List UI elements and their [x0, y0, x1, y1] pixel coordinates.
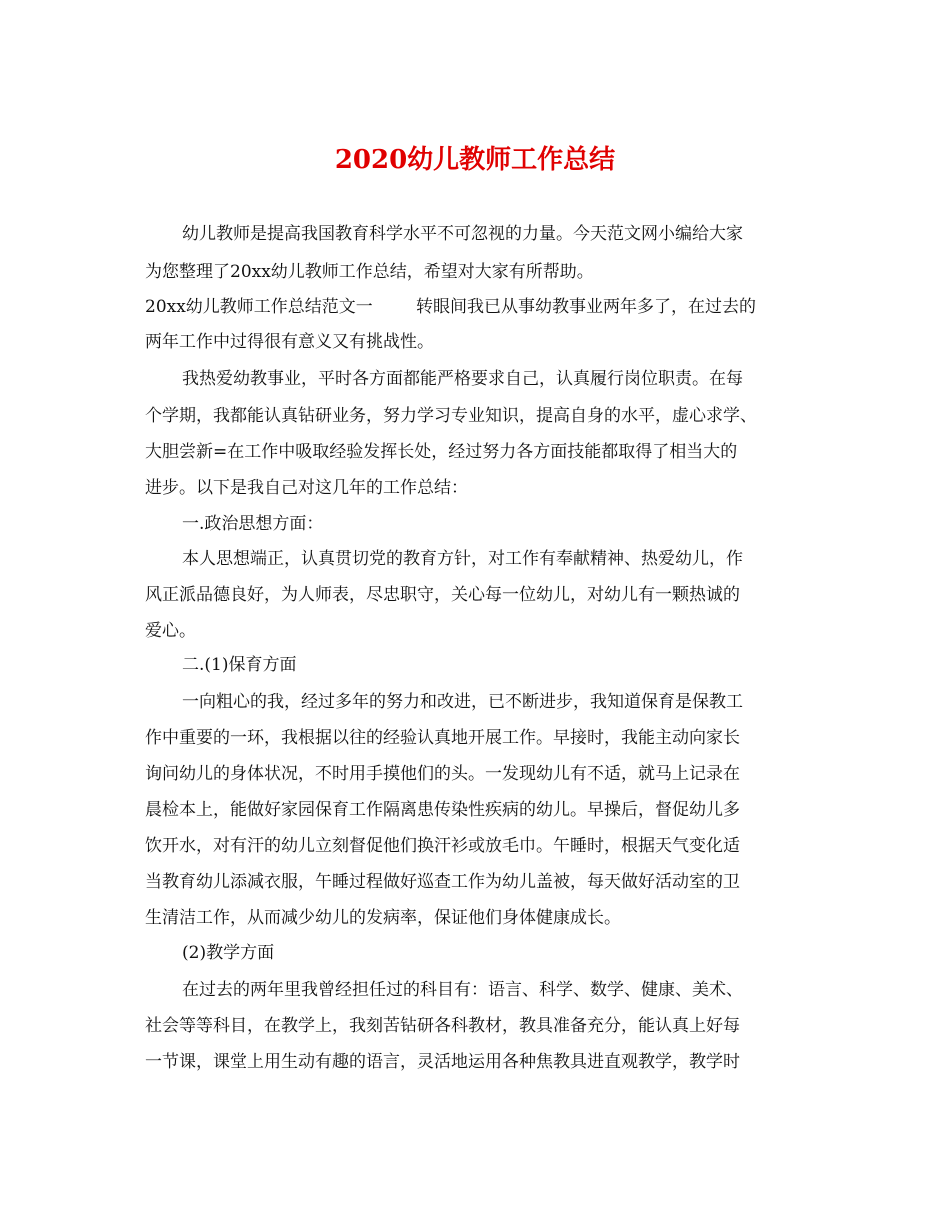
text-line: 为您整理了20xx幼儿教师工作总结，希望对大家有所帮助。	[145, 262, 594, 282]
text-line: 风正派品德良好，为人师表，尽忠职守，关心每一位幼儿，对幼儿有一颗热诚的	[145, 585, 740, 605]
text-line: 作中重要的一环，我根据以往的经验认真地开展工作。早接时，我能主动向家长	[145, 728, 740, 748]
text-line: 我热爱幼教事业，平时各方面都能严格要求自己，认真履行岗位职责。在每	[182, 369, 743, 389]
text-line: 社会等等科目，在教学上，我刻苦钻研各科教材，教具准备充分，能认真上好每	[145, 1016, 740, 1036]
text-line: 一向粗心的我，经过多年的努力和改进，已不断进步，我知道保育是保教工	[182, 692, 743, 712]
text-line: 一节课，课堂上用生动有趣的语言，灵活地运用各种焦教具进直观教学，教学时	[145, 1052, 740, 1072]
text-line: 饮开水，对有汗的幼儿立刻督促他们换汗衫或放毛巾。午睡时，根据天气变化适	[145, 836, 740, 856]
text-line: 大胆尝新=在工作中吸取经验发挥长处，经过努力各方面技能都取得了相当大的	[145, 442, 738, 462]
section-heading: (2)教学方面	[182, 943, 275, 963]
text-line: 晨检本上，能做好家园保育工作隔离患传染性疾病的幼儿。早操后，督促幼儿多	[145, 800, 740, 820]
text-line: 爱心。	[145, 621, 196, 641]
section-heading: 二.(1)保育方面	[182, 655, 297, 675]
document-title: 2020幼儿教师工作总结	[334, 145, 616, 175]
text-line: 进步。以下是我自己对这几年的工作总结：	[145, 478, 468, 498]
text-line: 个学期，我都能认真钻研业务，努力学习专业知识，提高自身的水平，虚心求学、	[145, 406, 757, 426]
text-line: 生清洁工作，从而减少幼儿的发病率，保证他们身体健康成长。	[145, 908, 621, 928]
text-line: 在过去的两年里我曾经担任过的科目有：语言、科学、数学、健康、美术、	[182, 980, 743, 1000]
text-line: 本人思想端正，认真贯切党的教育方针，对工作有奉献精神、热爱幼儿，作	[182, 549, 743, 569]
text-line: 20xx幼儿教师工作总结范文一 转眼间我已从事幼教事业两年多了，在过去的	[145, 297, 757, 317]
text-line: 两年工作中过得很有意义又有挑战性。	[145, 332, 434, 352]
text-line: 询问幼儿的身体状况，不时用手摸他们的头。一发现幼儿有不适，就马上记录在	[145, 764, 740, 784]
text-line: 幼儿教师是提高我国教育科学水平不可忽视的力量。今天范文网小编给大家	[182, 224, 743, 244]
section-heading: 一.政治思想方面：	[182, 514, 324, 534]
text-line: 当教育幼儿添减衣服，午睡过程做好巡查工作为幼儿盖被，每天做好活动室的卫	[145, 872, 740, 892]
